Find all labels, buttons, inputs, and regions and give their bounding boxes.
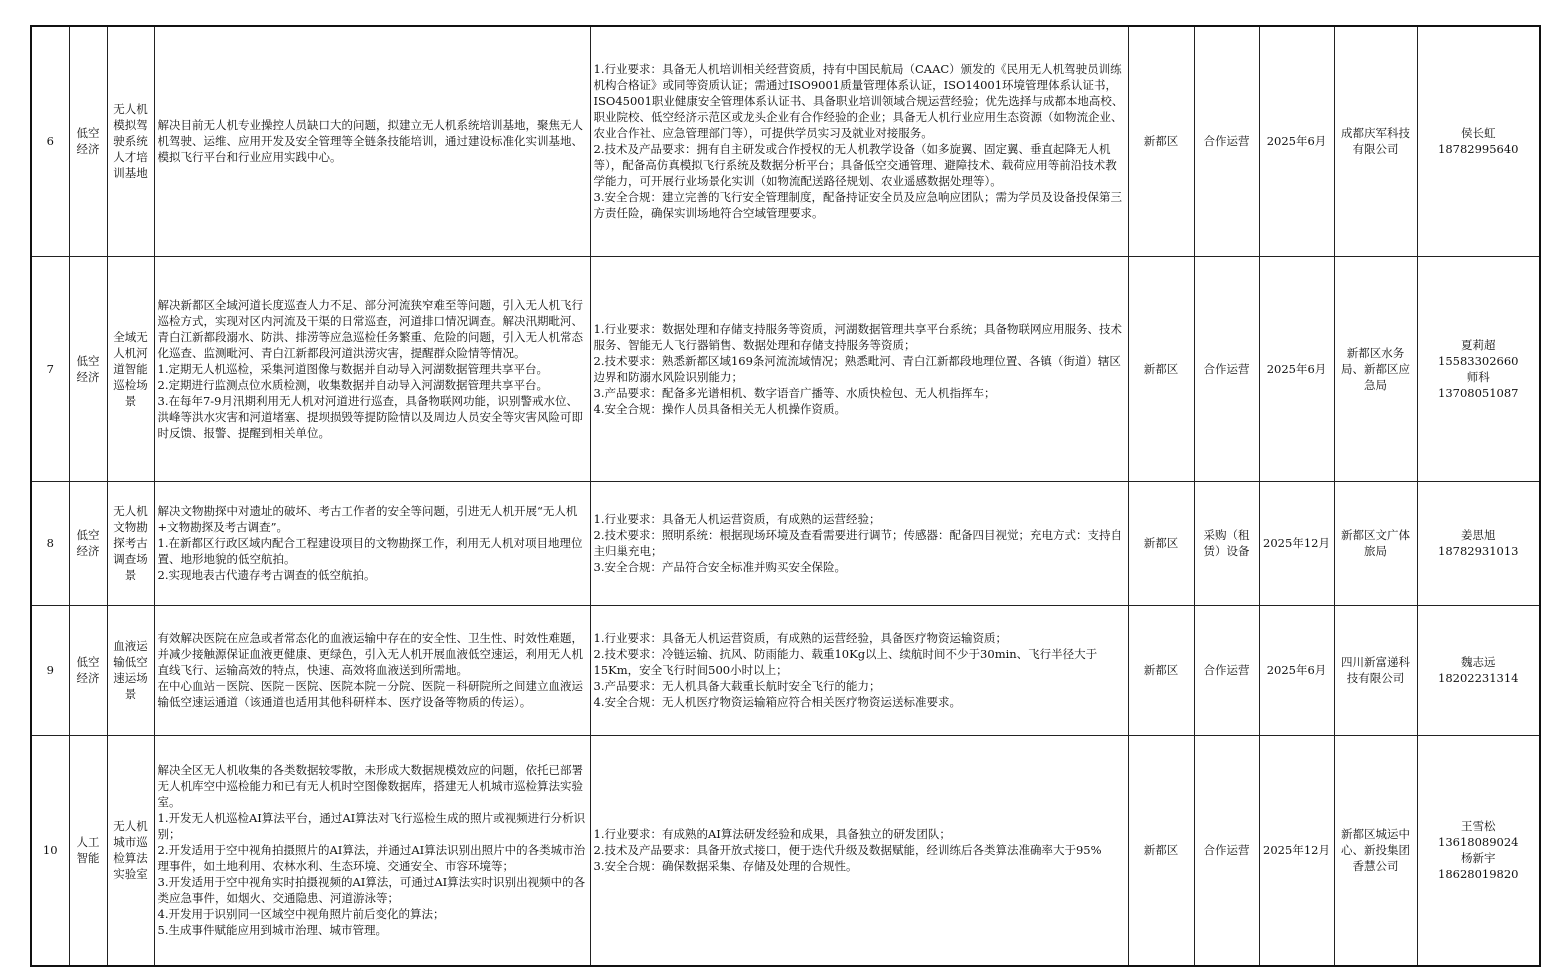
- cell-contacts: [1417, 256, 1540, 481]
- cell-description: [154, 735, 590, 966]
- cell-contacts-line: 侯长虹: [1461, 126, 1496, 141]
- cell-contacts: [1417, 735, 1540, 966]
- cell-name: 无人机城市巡检算法实验室: [107, 735, 154, 966]
- cell-contacts: [1417, 26, 1540, 256]
- scenario-table: [30, 25, 1541, 967]
- cell-requirements-line: 3.产品要求：无人机具备大载重长航时安全飞行的能力；: [593, 679, 881, 693]
- cell-name: 血液运输低空速运场景: [107, 605, 154, 735]
- cell-contacts-line: 13618089024: [1438, 835, 1519, 850]
- cell-description-line: 解决文物勘探中对遗址的破坏、考古工作者的安全等问题，引进无人机开展“无人机+文物勘探及考古调查”。: [157, 504, 578, 534]
- cell-date: 2025年6月: [1259, 256, 1334, 481]
- cell-field: 低空经济: [69, 256, 107, 481]
- cell-description-line: 1.开发无人机巡检AI算法平台，通过AI算法对飞行巡检生成的照片或视频进行分析识别；: [157, 811, 586, 842]
- cell-description-line: 1.定期无人机巡检，采集河道图像与数据并自动导入河湖数据管理共享平台。: [157, 361, 548, 376]
- cell-contacts-line: 15583302660: [1438, 353, 1519, 368]
- cell-requirements-line: 2.技术及产品要求：具备开放式接口，便于迭代升级及数据赋能，经训练后各类算法准确率大于95%: [593, 843, 1102, 858]
- cell-no: 7: [31, 256, 69, 481]
- table-body: [31, 26, 1540, 966]
- cell-requirements: [590, 256, 1128, 481]
- cell-no: 10: [31, 735, 69, 966]
- cell-description-line: 4.开发用于识别同一区域空中视角照片前后变化的算法；: [157, 907, 445, 922]
- cell-no: 8: [31, 481, 69, 605]
- cell-requirements-line: 1.行业要求：具备无人机运营资质，有成熟的运营经验，具备医疗物资运输资质；: [593, 631, 1007, 645]
- cell-mode: 合作运营: [1194, 26, 1259, 256]
- cell-description-line: 3.在每年7-9月汛期利用无人机对河道进行巡查，具备物联网功能，识别警戒水位、洪峰等洪水灾害和河道堵塞、提坝损毁等提防险情以及周边人员安全等灾害风险可即时反馈、报警、提醒到相关单位。: [157, 393, 583, 440]
- cell-date: 2025年12月: [1259, 735, 1334, 966]
- cell-description-line: 有效解决医院在应急或者常态化的血液运输中存在的安全性、卫生性、时效性难题，并减少接触源保证血液更健康、更绿色，引入无人机开展血液低空速运，利用无人机直线飞行、运输高效的特点，快速、高效将血液送到所需地。: [157, 631, 583, 677]
- cell-contacts-line: 13708051087: [1438, 385, 1519, 400]
- cell-description: [154, 481, 590, 605]
- cell-contacts-line: 王雪松: [1461, 819, 1496, 834]
- cell-org: 新都区文广体旅局: [1334, 481, 1417, 605]
- cell-contacts-line: 魏志远: [1461, 655, 1496, 669]
- cell-requirements-line: 2.技术及产品要求：拥有自主研发或合作授权的无人机教学设备（如多旋翼、固定翼、垂直起降无人机等），配备高仿真模拟飞行系统及数据分析平台；具备低空交通管理、避障技术、载荷应用等前沿技术教学能力，可开展行业场景化实训（如物流配送路径规划、农业遥感数据处理等）。: [593, 142, 1117, 189]
- cell-requirements-line: 2.技术要求：照明系统：根据现场环境及查看需要进行调节；传感器：配备四目视觉；充电方式：支持自主归巢充电；: [593, 528, 1122, 558]
- cell-field: 低空经济: [69, 26, 107, 256]
- cell-contacts-line: 夏莉超: [1461, 337, 1496, 352]
- cell-district: 新都区: [1128, 26, 1194, 256]
- table-row: [31, 735, 1540, 966]
- cell-requirements-line: 1.行业要求：具备无人机运营资质，有成熟的运营经验；: [593, 512, 881, 526]
- cell-requirements-line: 4.安全合规：操作人员具备相关无人机操作资质。: [593, 401, 846, 416]
- cell-requirements: [590, 735, 1128, 966]
- cell-description: [154, 256, 590, 481]
- cell-district: 新都区: [1128, 605, 1194, 735]
- cell-description-line: 3.开发适用于空中视角实时拍摄视频的AI算法，可通过AI算法实时识别出视频中的各类应急事件，如烟火、交通隐患、河道游泳等；: [157, 875, 586, 906]
- cell-district: 新都区: [1128, 256, 1194, 481]
- cell-description-line: 2.开发适用于空中视角拍摄照片的AI算法，并通过AI算法识别出照片中的各类城市治理事件，如土地利用、农林水利、生态环境、交通安全、市容环境等；: [157, 843, 586, 874]
- cell-district: 新都区: [1128, 481, 1194, 605]
- cell-requirements-line: 3.安全合规：建立完善的飞行安全管理制度，配备持证安全员及应急响应团队；需为学员及设备投保第三方责任险，确保实训场地符合空域管理要求。: [593, 190, 1122, 221]
- cell-org: 四川新富递科技有限公司: [1334, 605, 1417, 735]
- cell-requirements-line: 3.安全合规：确保数据采集、存储及处理的合规性。: [593, 859, 858, 874]
- table-row: [31, 256, 1540, 481]
- cell-description-line: 解决全区无人机收集的各类数据较零散，未形成大数据规模效应的问题，依托已部署无人机库空中巡检能力和已有无人机时空图像数据库，搭建无人机城市巡检算法实验室。: [157, 763, 583, 810]
- cell-contacts-line: 18628019820: [1438, 867, 1519, 882]
- cell-requirements-line: 3.安全合规：产品符合安全标准并购买安全保险。: [593, 560, 846, 574]
- cell-org: 新都区水务局、新都区应急局: [1334, 256, 1417, 481]
- cell-mode: 合作运营: [1194, 256, 1259, 481]
- cell-description: [154, 26, 590, 256]
- cell-requirements: [590, 481, 1128, 605]
- cell-contacts: [1417, 605, 1540, 735]
- cell-requirements: [590, 26, 1128, 256]
- table-row: [31, 605, 1540, 735]
- cell-date: 2025年12月: [1259, 481, 1334, 605]
- cell-date: 2025年6月: [1259, 605, 1334, 735]
- cell-contacts-line: 姜思旭: [1461, 528, 1496, 542]
- cell-field: 低空经济: [69, 605, 107, 735]
- cell-date: 2025年6月: [1259, 26, 1334, 256]
- cell-contacts: [1417, 481, 1540, 605]
- cell-requirements-line: 4.安全合规：无人机医疗物资运输箱应符合相关医疗物资运送标准要求。: [593, 695, 961, 709]
- cell-contacts-line: 18782995640: [1438, 142, 1519, 157]
- cell-description-line: 解决新都区全域河道长度巡查人力不足、部分河流狭窄难至等问题，引入无人机飞行巡检方式，实现对区内河流及干渠的日常巡查，河道排口情况调查。解决汛期毗河、青白江新都段溺水、防洪、排涝等应急巡检任务繁重、危险的问题，引入无人机常态化巡查、监测毗河、青白江新都段河道洪涝灾害，提醒群众险情等情况。: [157, 297, 583, 360]
- cell-description-line: 2.实现地表古代遗存考古调查的低空航拍。: [157, 568, 376, 582]
- cell-mode: 合作运营: [1194, 605, 1259, 735]
- cell-mode: 采购（租赁）设备: [1194, 481, 1259, 605]
- cell-requirements-line: 1.行业要求：具备无人机培训相关经营资质，持有中国民航局（CAAC）颁发的《民用无人机驾驶员训练机构合格证》或同等资质认证；需通过ISO9001质量管理体系认证，ISO14001环境管理体系认证书，ISO45001职业健康安全管理体系认证书、具备职业培训领域合规运营经验；优先选择与成都本地高校、职业院校、低空经济示范区或龙头企业有合作经验的企业；具备无人机行业应用生态资源（如物流企业、农业合作社、应急管理部门等），可提供学员实习及就业对接服务。: [593, 62, 1124, 141]
- cell-requirements-line: 2.技术要求：熟悉新都区域169条河流流域情况；熟悉毗河、青白江新都段地理位置、各镇（街道）辖区边界和防溺水风险识别能力；: [593, 353, 1121, 384]
- cell-description-line: 5.生成事件赋能应用到城市治理、城市管理。: [157, 923, 387, 938]
- cell-description-line: 在中心血站－医院、医院－医院、医院本院－分院、医院－科研院所之间建立血液运输低空速运通道（该通道也适用其他科研样本、医疗设备等物质的传运）。: [157, 679, 583, 709]
- cell-name: 无人机文物勘探考古调查场景: [107, 481, 154, 605]
- cell-mode: 合作运营: [1194, 735, 1259, 966]
- cell-name: 全域无人机河道智能巡检场景: [107, 256, 154, 481]
- cell-description-line: 1.在新都区行政区域内配合工程建设项目的文物勘探工作，利用无人机对项目地理位置、地形地貌的低空航拍。: [157, 536, 583, 566]
- cell-requirements-line: 1.行业要求：数据处理和存储支持服务等资质，河湖数据管理共享平台系统；具备物联网应用服务、技术服务、智能无人飞行器销售、数据处理和存储支持服务等资质；: [593, 321, 1122, 352]
- cell-no: 6: [31, 26, 69, 256]
- cell-org: 新都区城运中心、新投集团香慧公司: [1334, 735, 1417, 966]
- cell-description-line: 解决目前无人机专业操控人员缺口大的问题，拟建立无人机系统培训基地，聚焦无人机驾驶、运维、应用开发及安全管理等全链条技能培训，通过建设标准化实训基地、模拟飞行平台和行业应用实践中心。: [157, 118, 583, 165]
- cell-requirements-line: 2.技术要求：冷链运输、抗风、防雨能力、载重10Kg以上、续航时间不少于30min、飞行半径大于15Km，安全飞行时间500小时以上；: [593, 647, 1098, 677]
- cell-org: 成都庆军科技有限公司: [1334, 26, 1417, 256]
- cell-field: 人工智能: [69, 735, 107, 966]
- cell-requirements-line: 3.产品要求：配备多光谱相机、数字语音广播等、水质快检包、无人机指挥车；: [593, 385, 996, 400]
- cell-description-line: 2.定期进行监测点位水质检测，收集数据并自动导入河湖数据管理共享平台。: [157, 377, 548, 392]
- cell-contacts-line: 师科: [1466, 369, 1490, 384]
- cell-contacts-line: 18202231314: [1438, 671, 1519, 685]
- cell-field: 低空经济: [69, 481, 107, 605]
- cell-requirements: [590, 605, 1128, 735]
- cell-no: 9: [31, 605, 69, 735]
- cell-name: 无人机模拟驾驶系统人才培训基地: [107, 26, 154, 256]
- table-row: [31, 26, 1540, 256]
- cell-requirements-line: 1.行业要求：有成熟的AI算法研发经验和成果，具备独立的研发团队；: [593, 827, 951, 842]
- cell-district: 新都区: [1128, 735, 1194, 966]
- cell-description: [154, 605, 590, 735]
- cell-contacts-line: 杨新宇: [1461, 851, 1496, 866]
- table-row: [31, 481, 1540, 605]
- cell-contacts-line: 18782931013: [1438, 544, 1519, 558]
